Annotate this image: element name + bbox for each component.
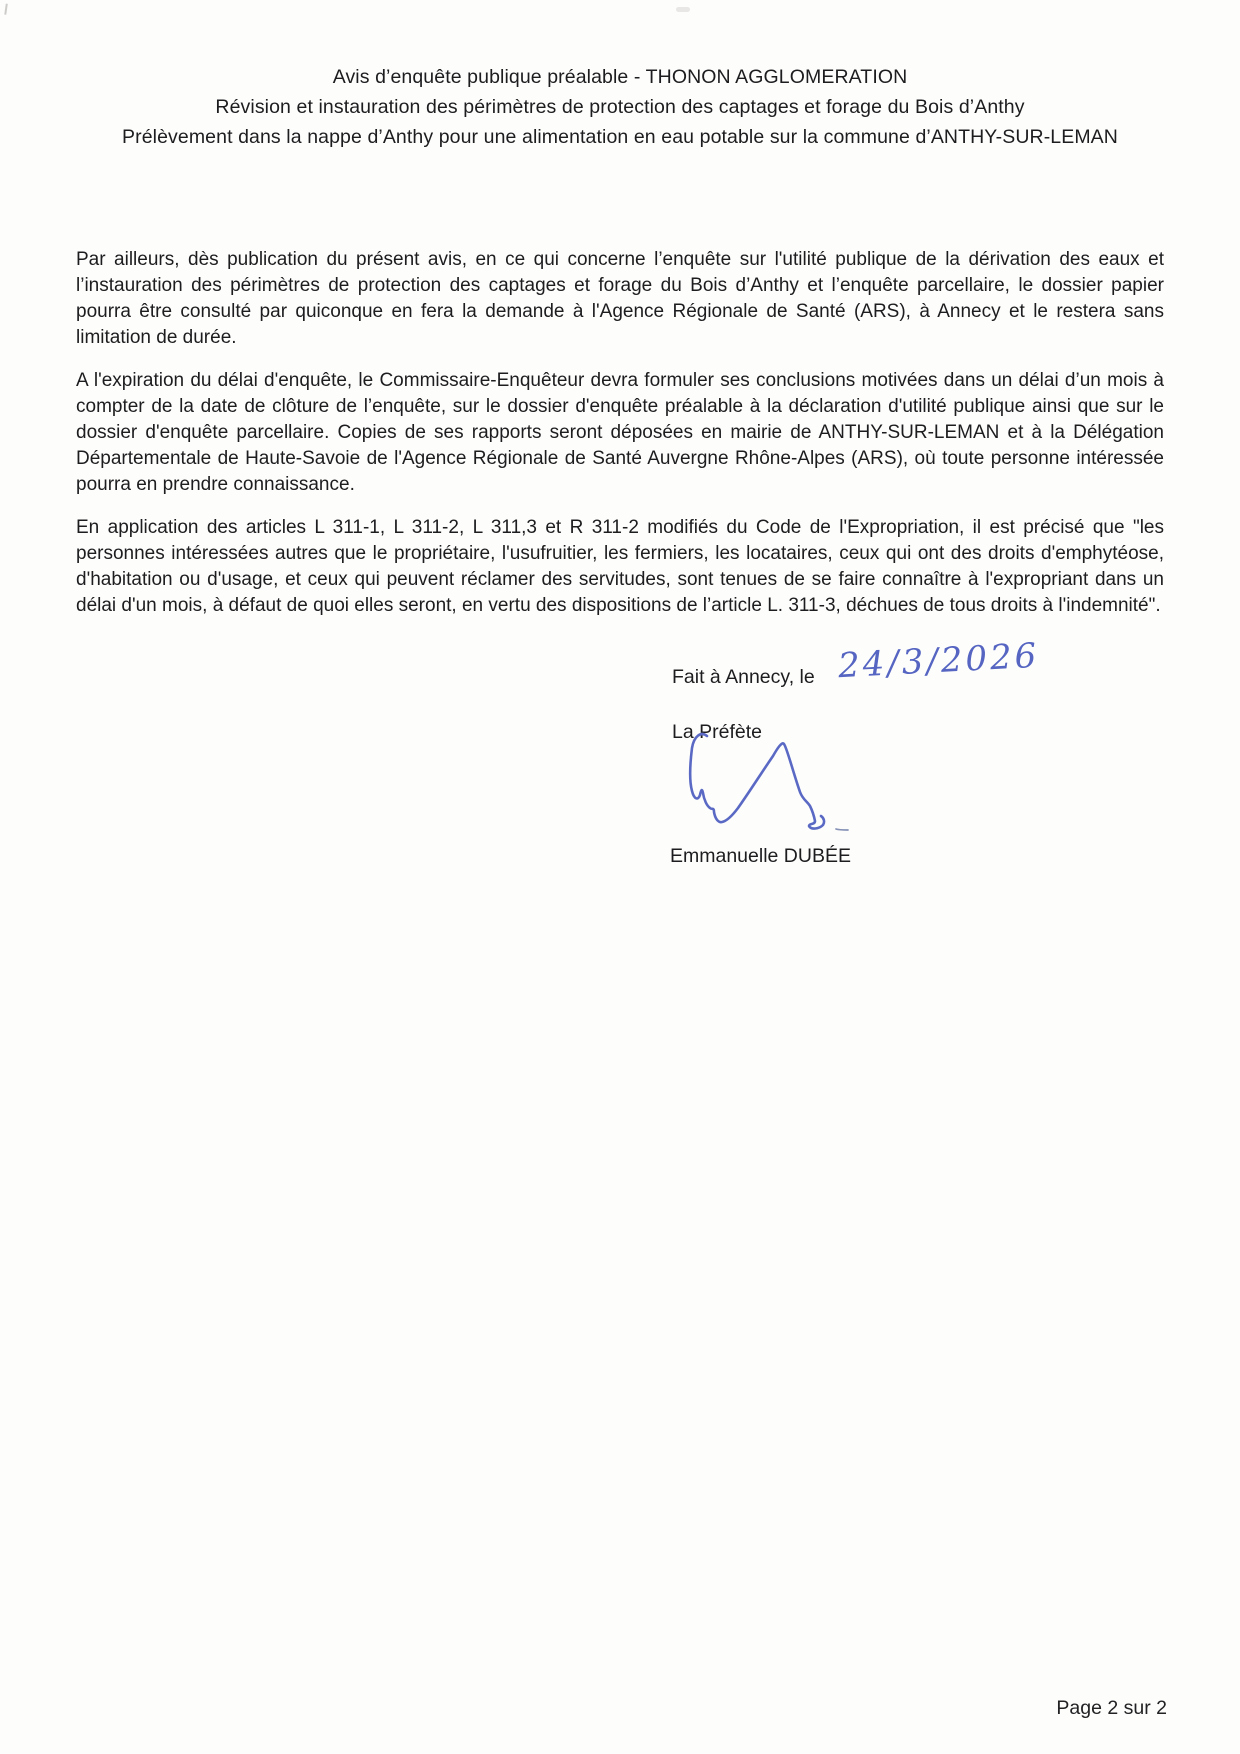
document-body xyxy=(76,247,1164,636)
handwritten-date: 24/3/2026 xyxy=(837,635,1041,687)
paragraph-code-expropriation: En application des articles L 311-1, L 311-2, L 311,3 et R 311-2 modifiés du Code de l'Expropriation, il est précisé que "les personnes intéressées autres que le propriétaire, l'usufruitier, les fermiers, les locataires, ceux qui ont des droits d'emphytéose, d'habitation ou d'usage, et ceux qui peuvent réclamer des servitudes, sont tenues de se faire connaître à l'expropriant dans un délai d'un mois, à défaut de quoi elles seront, en vertu des dispositions de l’article L. 311-3, déchues de tous droits à l'indemnité". xyxy=(76,517,1164,616)
signature-scribble xyxy=(660,730,880,850)
scan-artifact-top-center xyxy=(676,7,690,12)
document-title: Avis d’enquête publique préalable - THONON AGGLOMERATION xyxy=(332,66,908,88)
document-header xyxy=(0,62,1240,152)
paragraph-consultation-dossier: Par ailleurs, dès publication du présent avis, en ce qui concerne l’enquête sur l'utilité publique de la dérivation des eaux et l’instauration des périmètres de protection des captages et forage du Bois d’Anthy et l’enquête parcellaire, le dossier papier pourra être consulté par quiconque en fera la demande à l'Agence Régionale de Santé (ARS), à Annecy et le restera sans limitation de durée. xyxy=(76,249,1164,348)
signatory-title: La Préfète xyxy=(672,721,762,743)
paragraph-conclusions-commissaire: A l'expiration du délai d'enquête, le Commissaire-Enquêteur devra formuler ses conclusions motivées dans un délai d’un mois à compter de la date de clôture de l’enquête, sur le dossier d'enquête préalable à la déclaration d'utilité publique ainsi que sur le dossier d'enquête parcellaire. Copies de ses rapports seront déposées en mairie de ANTHY-SUR-LEMAN et à la Délégation Départementale de Haute-Savoie de l'Agence Régionale de Santé Auvergne Rhône-Alpes (ARS), où toute personne intéressée pourra en prendre connaissance. xyxy=(76,370,1164,495)
place-date-label: Fait à Annecy, le xyxy=(672,666,815,688)
signatory-name: Emmanuelle DUBÉE xyxy=(670,845,851,867)
document-subtitle-revision: Révision et instauration des périmètres de protection des captages et forage du Bois d’Anthy xyxy=(215,96,1025,118)
scan-artifact-top-left xyxy=(4,4,12,16)
page-number: Page 2 sur 2 xyxy=(1056,1697,1167,1719)
document-subtitle-prelevement: Prélèvement dans la nappe d’Anthy pour une alimentation en eau potable sur la commune d’ANTHY-SUR-LEMAN xyxy=(122,126,1118,148)
